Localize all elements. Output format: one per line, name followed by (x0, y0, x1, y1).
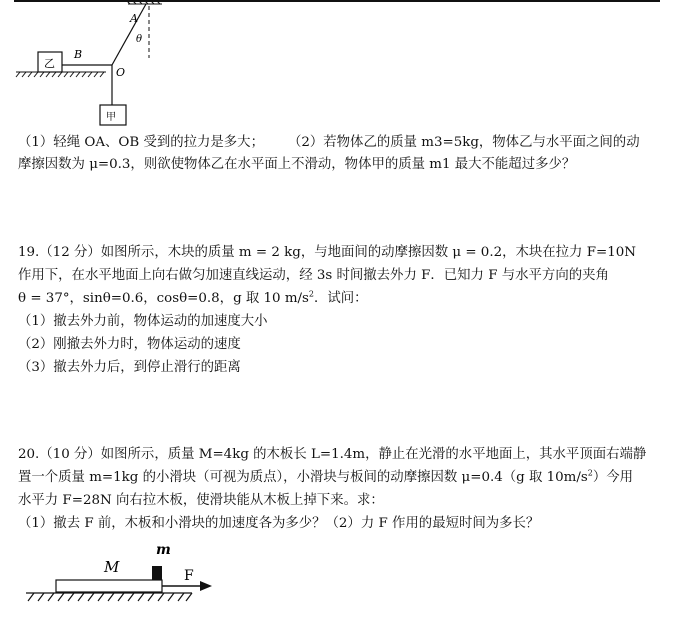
q19-line1: 19.（12 分）如图所示，木块的质量 m = 2 kg，与地面间的动摩擦因数 μ = 0.2，木块在拉力 F=10N (18, 245, 636, 260)
label-O: O (116, 66, 126, 79)
label-F: F (184, 568, 194, 584)
q19-line4: （1）撤去外力前，物体运动的加速度大小 (18, 314, 268, 329)
q19-line2: 作用下，在水平地面上向右做匀加速直线运动，经 3s 时间撤去外力 F．已知力 F 与水平方向的夹角 (18, 268, 609, 283)
label-B: B (74, 48, 83, 61)
ground-hatch (16, 72, 106, 77)
q19-line3-part2: ．试问： (314, 291, 368, 306)
label-jia: 甲 (106, 112, 116, 123)
q19-line5: （2）刚撤去外力时，物体运动的速度 (18, 337, 241, 352)
q20-line2 (18, 467, 633, 489)
figure-board-block (20, 538, 230, 616)
q20-sup: 2 (587, 468, 593, 478)
board-M (56, 580, 162, 592)
label-yi: 乙 (44, 57, 55, 70)
q20-line2-part2: ）今用 (592, 470, 633, 485)
label-M: M (104, 558, 120, 576)
floor-hatch (26, 593, 192, 601)
figure-rope-pulley (12, 0, 172, 132)
q20-line2-part1: 置一个质量 m=1kg 的小滑块（可视为质点），小滑块与板间的动摩擦因数 μ=0.4（g 取 10m/s (18, 470, 588, 485)
q19-line3-part1: θ = 37°，sinθ=0.6，cosθ=0.8，g 取 10 m/s (18, 291, 309, 306)
label-A: A (130, 12, 138, 25)
q20-line4: （1）撤去 F 前，木板和小滑块的加速度各为多少？（2）力 F 作用的最短时间为多长？ (18, 516, 540, 531)
ceiling-hatch (126, 0, 162, 4)
force-arrow-head (200, 581, 212, 591)
q18-line1 (18, 132, 640, 154)
q18-line2: 摩擦因数为 μ=0.3，则欲使物体乙在水平面上不滑动，物体甲的质量 m1 最大不能超过多少？ (18, 157, 576, 172)
small-block-m (152, 566, 162, 580)
label-theta: θ (136, 34, 143, 45)
q19-line3 (18, 288, 368, 310)
q20-line1: 20.（10 分）如图所示，质量 M=4kg 的木板长 L=1.4m，静止在光滑的水平地面上，其水平顶面右端静 (18, 447, 647, 462)
q18-line1-part2: （2）若物体乙的质量 m3=5kg，物体乙与水平面之间的动 (287, 135, 640, 150)
q20-line3: 水平力 F=28N 向右拉木板，使滑块能从木板上掉下来。求： (18, 493, 384, 508)
q19-line6: （3）撤去外力后，到停止滑行的距离 (18, 360, 241, 375)
q19-sup: 2 (308, 289, 315, 299)
label-m: m (156, 542, 171, 558)
q18-line1-part1: （1）轻绳 OA、OB 受到的拉力是多大； (18, 135, 264, 150)
